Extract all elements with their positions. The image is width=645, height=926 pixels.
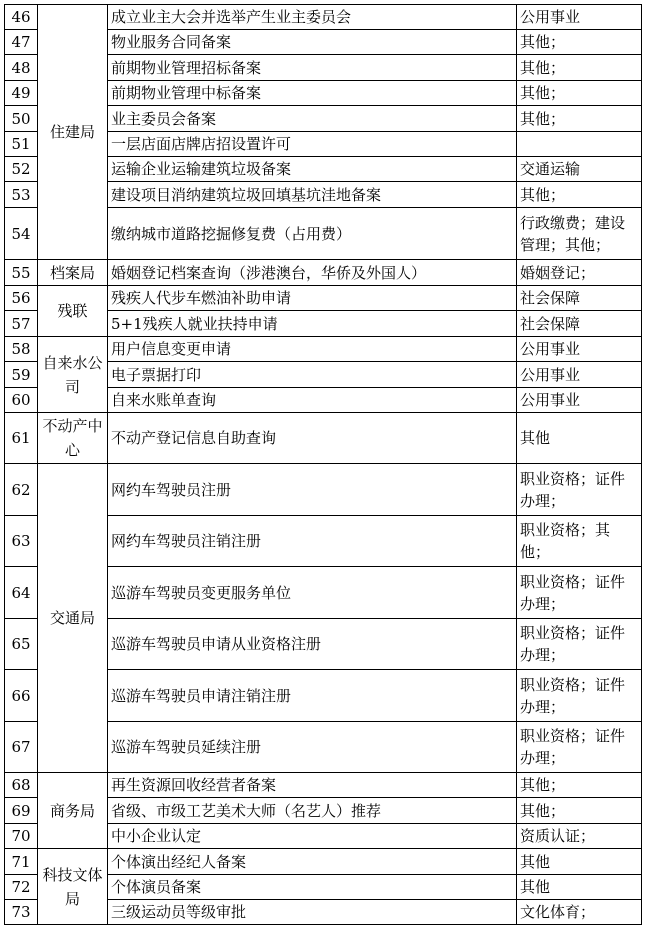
service-item: 业主委员会备案: [108, 106, 517, 132]
service-item: 物业服务合同备案: [108, 30, 517, 55]
row-number: 57: [5, 311, 38, 337]
service-category: 其他；: [517, 106, 642, 132]
row-number: 58: [5, 337, 38, 362]
row-number: 63: [5, 516, 38, 567]
row-number: 72: [5, 875, 38, 900]
row-number: 66: [5, 670, 38, 722]
department-cell: 商务局: [38, 773, 108, 849]
table-row: [5, 773, 642, 798]
service-item: 缴纳城市道路挖掘修复费（占用费）: [108, 208, 517, 260]
row-number: 51: [5, 132, 38, 157]
service-item: 再生资源回收经营者备案: [108, 773, 517, 798]
table-row: [5, 286, 642, 311]
row-number: 49: [5, 81, 38, 106]
row-number: 46: [5, 5, 38, 30]
department-cell: 自来水公司: [38, 337, 108, 413]
row-number: 53: [5, 182, 38, 208]
service-category: 文化体育；: [517, 900, 642, 925]
table-row: [5, 5, 642, 30]
row-number: 62: [5, 464, 38, 516]
row-number: 60: [5, 388, 38, 413]
service-category: 公用事业: [517, 388, 642, 413]
row-number: 69: [5, 798, 38, 824]
service-item: 个体演员备案: [108, 875, 517, 900]
service-category: 其他；: [517, 798, 642, 824]
row-number: 61: [5, 413, 38, 464]
service-category: 其他；: [517, 81, 642, 106]
service-item: 网约车驾驶员注册: [108, 464, 517, 516]
service-item: 巡游车驾驶员延续注册: [108, 722, 517, 773]
row-number: 67: [5, 722, 38, 773]
row-number: 68: [5, 773, 38, 798]
service-category: 职业资格；证件办理；: [517, 464, 642, 516]
service-item: 婚姻登记档案查询（涉港澳台，华侨及外国人）: [108, 260, 517, 286]
service-item: 中小企业认定: [108, 824, 517, 849]
service-item: 巡游车驾驶员申请注销注册: [108, 670, 517, 722]
department-cell: 不动产中心: [38, 413, 108, 464]
department-cell: 交通局: [38, 464, 108, 773]
service-category: 社会保障: [517, 286, 642, 311]
row-number: 59: [5, 362, 38, 388]
row-number: 48: [5, 55, 38, 81]
service-item: 个体演出经纪人备案: [108, 849, 517, 875]
service-item: 5+1残疾人就业扶持申请: [108, 311, 517, 337]
service-item: 电子票据打印: [108, 362, 517, 388]
service-category: 其他；: [517, 55, 642, 81]
service-item: 用户信息变更申请: [108, 337, 517, 362]
table-row: [5, 413, 642, 464]
service-item: 一层店面店牌店招设置许可: [108, 132, 517, 157]
service-item: 前期物业管理招标备案: [108, 55, 517, 81]
service-item: 前期物业管理中标备案: [108, 81, 517, 106]
row-number: 70: [5, 824, 38, 849]
service-category: 职业资格；证件办理；: [517, 722, 642, 773]
service-category: 职业资格；证件办理；: [517, 567, 642, 619]
row-number: 65: [5, 619, 38, 670]
service-item: 残疾人代步车燃油补助申请: [108, 286, 517, 311]
table-row: [5, 464, 642, 516]
service-item: 运输企业运输建筑垃圾备案: [108, 157, 517, 182]
service-item: 巡游车驾驶员变更服务单位: [108, 567, 517, 619]
service-category: [517, 132, 642, 157]
table-row: [5, 337, 642, 362]
service-category: 公用事业: [517, 5, 642, 30]
row-number: 56: [5, 286, 38, 311]
row-number: 64: [5, 567, 38, 619]
service-category: 其他；: [517, 773, 642, 798]
service-category: 交通运输: [517, 157, 642, 182]
service-item: 建设项目消纳建筑垃圾回填基坑洼地备案: [108, 182, 517, 208]
service-category: 其他: [517, 875, 642, 900]
service-item: 自来水账单查询: [108, 388, 517, 413]
row-number: 54: [5, 208, 38, 260]
service-category: 其他；: [517, 182, 642, 208]
department-cell: 档案局: [38, 260, 108, 286]
row-number: 47: [5, 30, 38, 55]
department-cell: 科技文体局: [38, 849, 108, 925]
service-category: 其他: [517, 413, 642, 464]
service-item: 三级运动员等级审批: [108, 900, 517, 925]
row-number: 52: [5, 157, 38, 182]
service-item: 省级、市级工艺美术大师（名艺人）推荐: [108, 798, 517, 824]
service-item: 成立业主大会并选举产生业主委员会: [108, 5, 517, 30]
service-category: 社会保障: [517, 311, 642, 337]
service-category: 公用事业: [517, 337, 642, 362]
service-category: 职业资格；证件办理；: [517, 619, 642, 670]
service-category: 其他；: [517, 30, 642, 55]
service-category: 公用事业: [517, 362, 642, 388]
service-item: 网约车驾驶员注销注册: [108, 516, 517, 567]
row-number: 71: [5, 849, 38, 875]
service-category: 行政缴费；建设管理；其他；: [517, 208, 642, 260]
department-cell: 住建局: [38, 5, 108, 260]
row-number: 55: [5, 260, 38, 286]
service-category: 其他: [517, 849, 642, 875]
service-item: 巡游车驾驶员申请从业资格注册: [108, 619, 517, 670]
table-row: [5, 849, 642, 875]
service-table: [4, 4, 642, 925]
service-category: 婚姻登记；: [517, 260, 642, 286]
table-row: [5, 260, 642, 286]
service-category: 职业资格；其他；: [517, 516, 642, 567]
row-number: 73: [5, 900, 38, 925]
service-category: 职业资格；证件办理；: [517, 670, 642, 722]
service-item: 不动产登记信息自助查询: [108, 413, 517, 464]
service-category: 资质认证；: [517, 824, 642, 849]
department-cell: 残联: [38, 286, 108, 337]
row-number: 50: [5, 106, 38, 132]
